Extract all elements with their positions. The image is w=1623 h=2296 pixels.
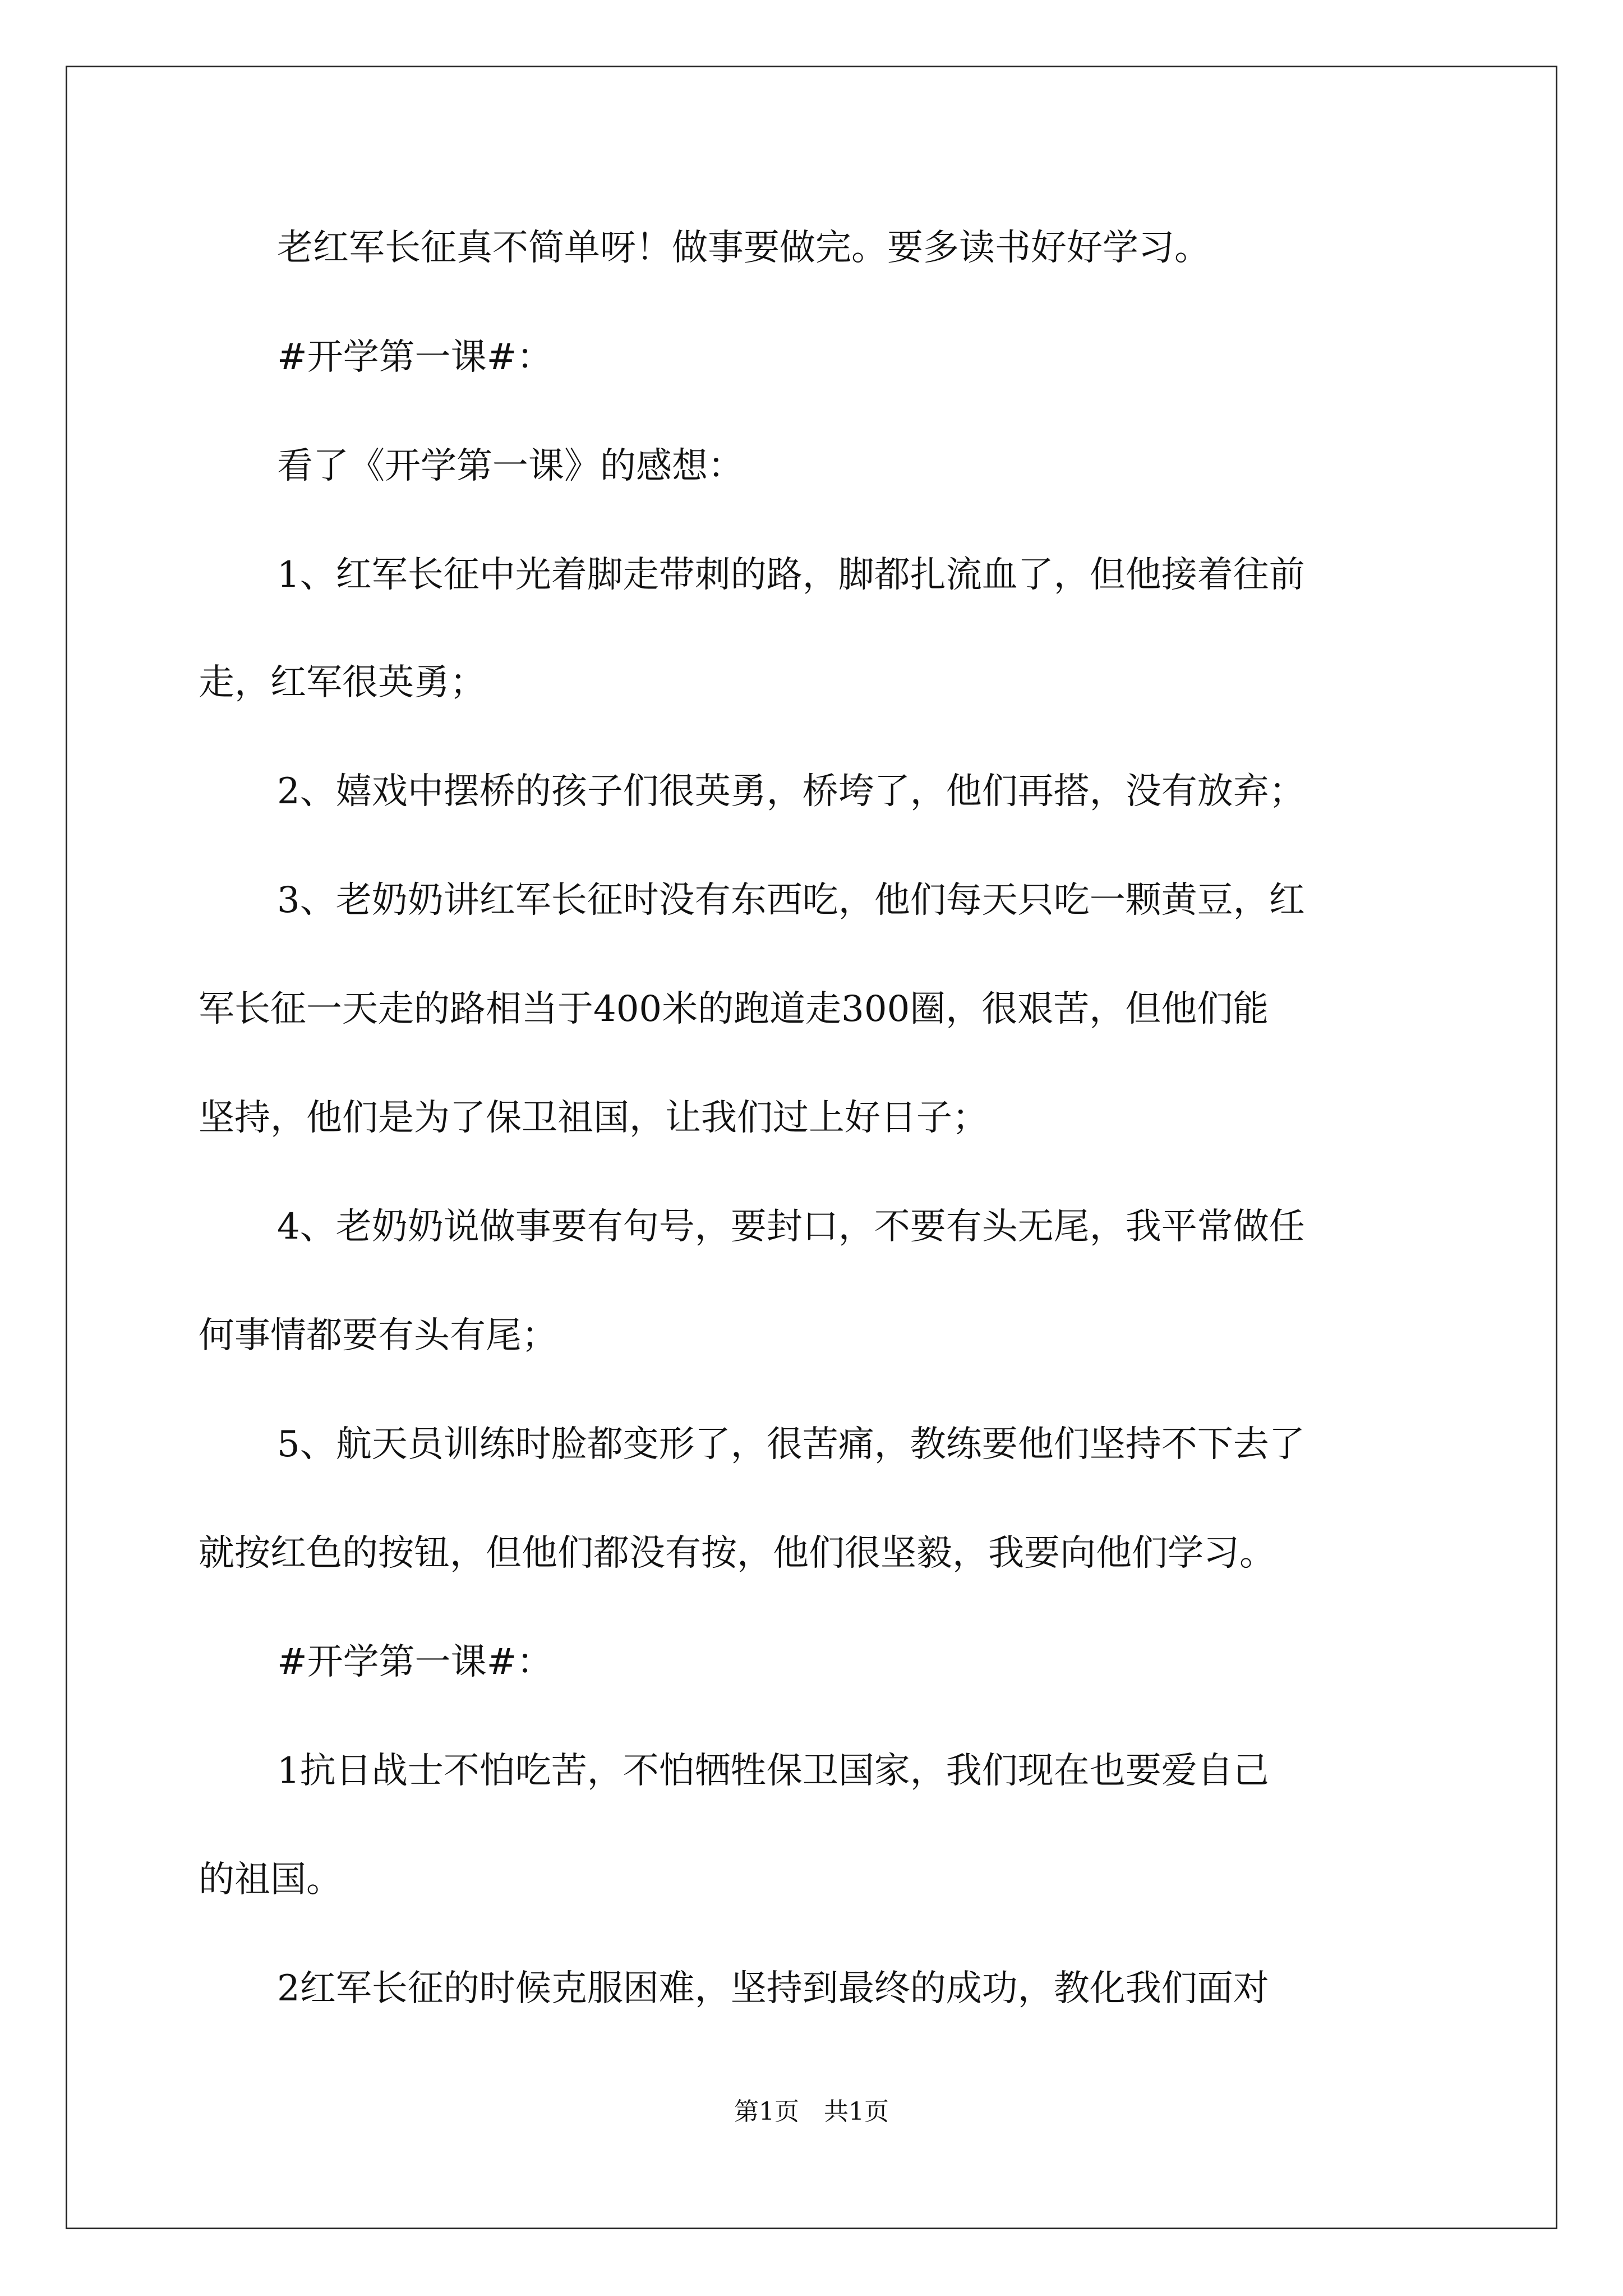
list-item-line: 坚持，他们是为了保卫祖国，让我们过上好日子； xyxy=(199,1097,988,1139)
section-heading: #开学第一课#： xyxy=(277,1641,553,1683)
list-item-line: 4、老奶奶说做事要有句号，要封口，不要有头无尾，我平常做任 xyxy=(277,1206,1305,1248)
list-item-line: 3、老奶奶讲红军长征时没有东西吃，他们每天只吃一颗黄豆，红 xyxy=(277,880,1305,921)
list-item-line: 军长征一天走的路相当于400米的跑道走300圈，很艰苦，但他们能 xyxy=(199,988,1269,1030)
list-item-line: 2、嬉戏中摆桥的孩子们很英勇，桥垮了，他们再搭，没有放弃； xyxy=(277,771,1305,812)
list-item-line: 走，红军很英勇； xyxy=(199,662,486,703)
paragraph-line: 老红军长征真不简单呀！做事要做完。要多读书好好学习。 xyxy=(277,227,1210,269)
list-item-line: 1抗日战士不怕吃苦，不怕牺牲保卫国家，我们现在也要爱自己 xyxy=(277,1750,1269,1792)
page-border xyxy=(66,66,1557,2229)
list-item-line: 1、红军长征中光着脚走带刺的路，脚都扎流血了，但他接着往前 xyxy=(277,554,1305,596)
list-item-line: 5、航天员训练时脸都变形了，很苦痛，教练要他们坚持不下去了 xyxy=(277,1424,1305,1465)
section-heading: #开学第一课#： xyxy=(277,337,553,378)
page-footer: 第1页 共1页 xyxy=(734,2097,889,2126)
list-item-line: 就按红色的按钮，但他们都没有按，他们很坚毅，我要向他们学习。 xyxy=(199,1533,1275,1574)
list-item-line: 2红军长征的时候克服困难，坚持到最终的成功，教化我们面对 xyxy=(277,1968,1269,2009)
list-item-line: 何事情都要有头有尾； xyxy=(199,1315,557,1356)
list-item-line: 的祖国。 xyxy=(199,1859,342,1901)
paragraph-line: 看了《开学第一课》的感想： xyxy=(277,445,744,487)
